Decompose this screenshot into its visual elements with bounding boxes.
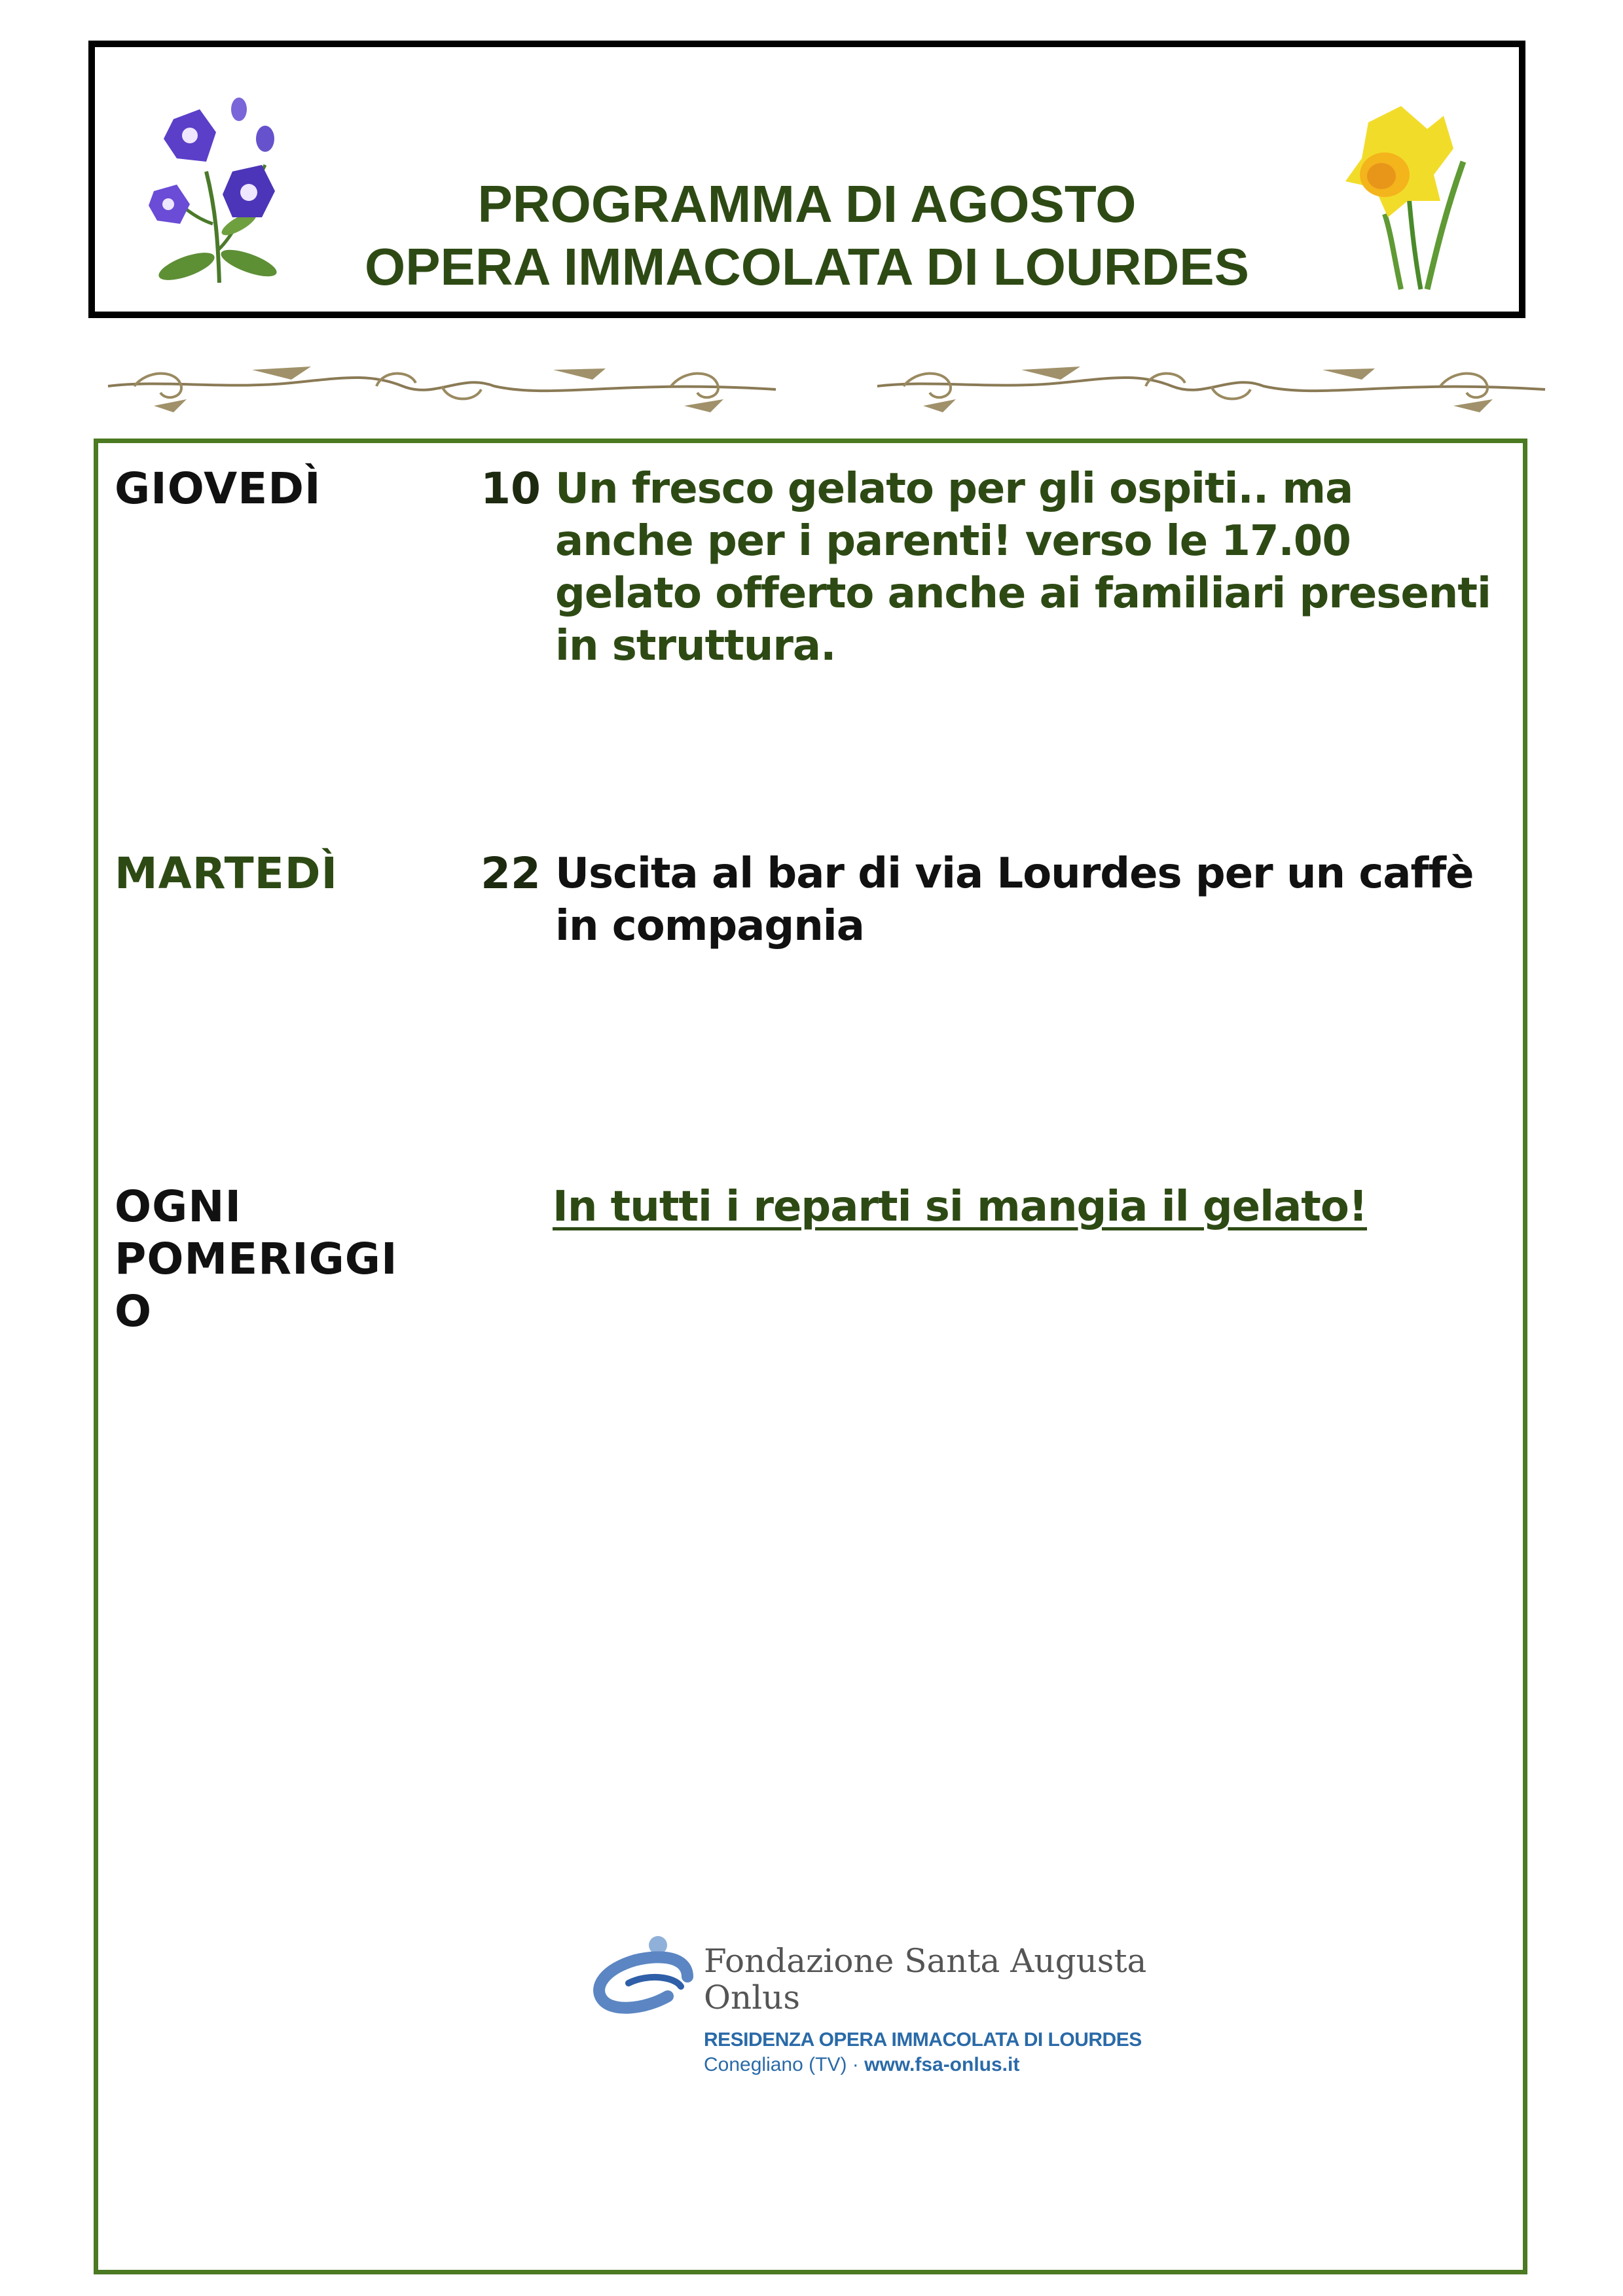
foundation-name	[704, 1943, 1146, 2016]
foundation-name-line2: Onlus	[704, 1979, 801, 2017]
ornament-divider-right	[864, 350, 1558, 422]
page-title-line1: PROGRAMMA DI AGOSTO	[477, 175, 1137, 233]
event-day-line2: POMERIGGI	[115, 1234, 398, 1284]
city-text: Conegliano (TV) ·	[704, 2054, 865, 2075]
ornament-divider-left	[95, 350, 789, 422]
event-description: In tutti i reparti si mangia il gelato!	[553, 1183, 1367, 1231]
foundation-logo-mark	[589, 1931, 701, 2029]
event-day-line3: O	[115, 1286, 153, 1336]
event-day: GIOVEDÌ	[115, 463, 321, 514]
residence-name: RESIDENZA OPERA IMMACOLATA DI LOURDES	[704, 2029, 1142, 2051]
foundation-logo	[589, 1931, 1178, 2088]
daffodil-illustration	[1329, 103, 1480, 293]
event-day-line1: OGNI	[115, 1181, 242, 1232]
header-box	[88, 41, 1525, 318]
event-description: Un fresco gelato per gli ospiti.. ma anche per i parenti! verso le 17.00 gelato offerto anche ai familiari presenti in struttura.	[555, 465, 1491, 670]
event-date: 22	[481, 848, 541, 899]
website-link[interactable]: www.fsa-onlus.it	[864, 2054, 1020, 2075]
event-description: Uscita al bar di via Lourdes per un caffè in compagnia	[555, 850, 1474, 950]
event-date: 10	[481, 463, 541, 514]
event-day: MARTEDÌ	[115, 848, 338, 899]
page-title-line2: OPERA IMMACOLATA DI LOURDES	[364, 238, 1250, 296]
city-website	[704, 2054, 1019, 2076]
foundation-name-line1: Fondazione Santa Augusta	[704, 1942, 1147, 1980]
